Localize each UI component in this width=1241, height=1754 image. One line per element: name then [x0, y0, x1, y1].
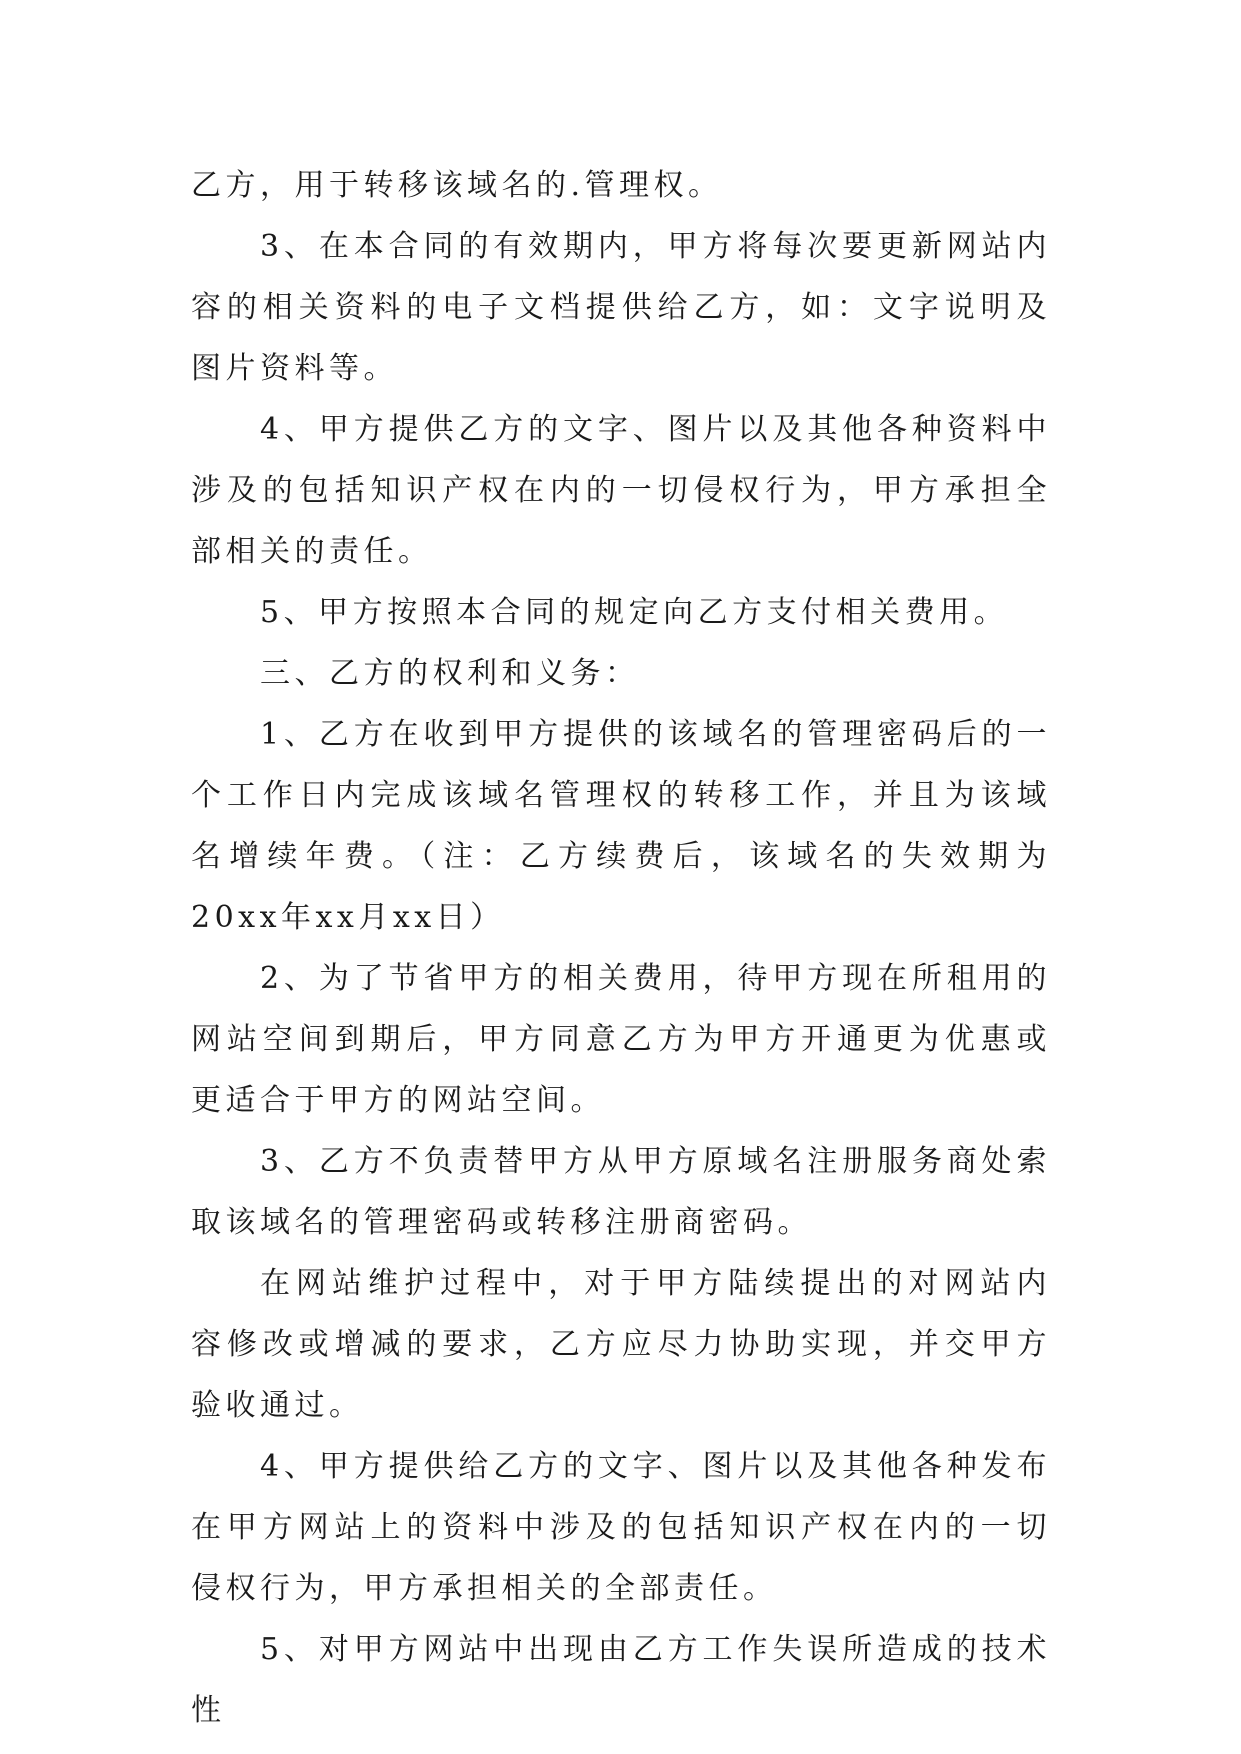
paragraph-4: 5、甲方按照本合同的规定向乙方支付相关费用。 [260, 595, 1009, 630]
paragraph-10: 4、甲方提供给乙方的文字、图片以及其他各种发布在甲方网站上的资料中涉及的包括知识产权在内的一切侵权行为，甲方承担相关的全部责任。 [191, 1449, 1051, 1606]
section-heading: 三、乙方的权利和义务： [260, 656, 640, 691]
paragraph-7: 2、为了节省甲方的相关费用，待甲方现在所租用的网站空间到期后，甲方同意乙方为甲方开通更为优惠或更适合于甲方的网站空间。 [191, 961, 1051, 1118]
paragraph-2: 3、在本合同的有效期内，甲方将每次要更新网站内容的相关资料的电子文档提供给乙方，如：文字说明及图片资料等。 [191, 229, 1051, 386]
document-page [191, 155, 1051, 1741]
paragraph-1: 乙方，用于转移该域名的.管理权。 [191, 168, 723, 203]
paragraph-8: 3、乙方不负责替甲方从甲方原域名注册服务商处索取该域名的管理密码或转移注册商密码。 [191, 1144, 1051, 1240]
paragraph-3: 4、甲方提供乙方的文字、图片以及其他各种资料中涉及的包括知识产权在内的一切侵权行为，甲方承担全部相关的责任。 [191, 412, 1051, 569]
paragraph-9: 在网站维护过程中，对于甲方陆续提出的对网站内容修改或增减的要求，乙方应尽力协助实现，并交甲方验收通过。 [191, 1266, 1051, 1423]
paragraph-11: 5、对甲方网站中出现由乙方工作失误所造成的技术性 [191, 1632, 1051, 1728]
paragraph-6: 1、乙方在收到甲方提供的该域名的管理密码后的一个工作日内完成该域名管理权的转移工作，并且为该域名增续年费。（注：乙方续费后，该域名的失效期为20xx年xx月xx日） [191, 717, 1051, 935]
